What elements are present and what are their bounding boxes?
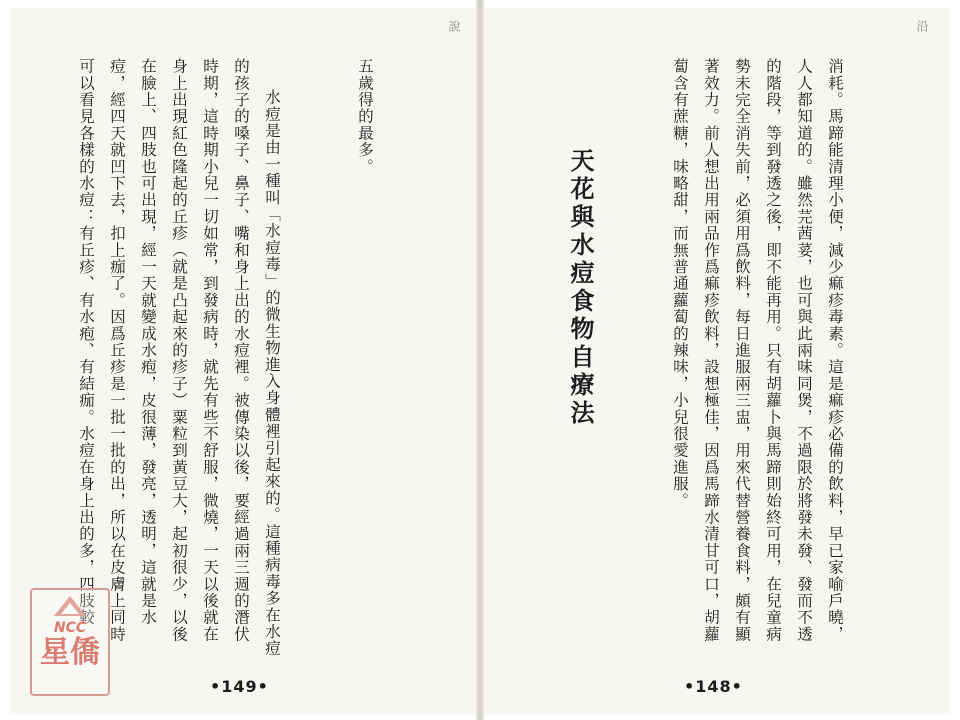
left-margin-mark: 說 <box>447 20 461 32</box>
right-margin-mark: 沿 <box>915 20 929 32</box>
left-page-body <box>72 58 442 658</box>
left-para-1: 五歲得的最多。 <box>356 58 374 175</box>
left-para-2: 水痘是由一種叫「水痘毒」的微生物進入身體裡引起來的。這種病毒多在水痘的孩子的嗓子、鼻子、嘴和身上出的水痘裡。被傳染以後，要經過兩三週的潛伏時期，這時期小兒一切如常，到發病時，就先有些不舒服，微燒，一天以後就在身上出現紅色隆起的丘疹（就是凸起來的疹子）粟粒到黃豆大，起初很少，以後在臉上、四肢也可出現，經一天就變成水疱，皮很薄，發亮，透明，這就是水痘，經四天就凹下去，扣上痂了。因爲丘疹是一批一批的出，所以在皮膚上同時可以看見各樣的水痘：有丘疹、有水疱、有結痂。水痘在身上出的多，四肢較 <box>77 58 281 657</box>
ncc-watermark-stamp <box>30 588 110 696</box>
stamp-triangle-icon <box>54 596 86 616</box>
right-page-number: •148• <box>684 677 743 696</box>
right-page <box>484 8 950 714</box>
section-heading: 天花與水痘食物自療法 <box>566 148 595 428</box>
right-page-body <box>528 58 912 658</box>
right-continued-para: 消耗。馬蹄能清理小便，減少痲疹毒素。這是痲疹必備的飲料，早已家喻戶曉，人人都知道的。雖然芫茜荽，也可與此兩味同煲，不過限於將發未發、發而不透的階段，等到發透之後，即不能再用。只有胡蘿卜與馬蹄則始終可用，在兒童病勢未完全消失前，必須用爲飲料，每日進服兩三盅，用來代替營養食料，頗有顯著效力。前人想出用兩品作爲痲疹飲料，設想極佳，因爲馬蹄水清甘可口，胡蘿蔔含有蔗糖，味略甜，而無普通蘿蔔的辣味，小兒很愛進服。 <box>671 58 844 643</box>
left-page-number: •149• <box>210 677 269 696</box>
book-gutter <box>476 0 484 720</box>
stamp-ncc-text: NCC <box>53 620 87 636</box>
stamp-chars: 星僑 <box>40 635 100 670</box>
